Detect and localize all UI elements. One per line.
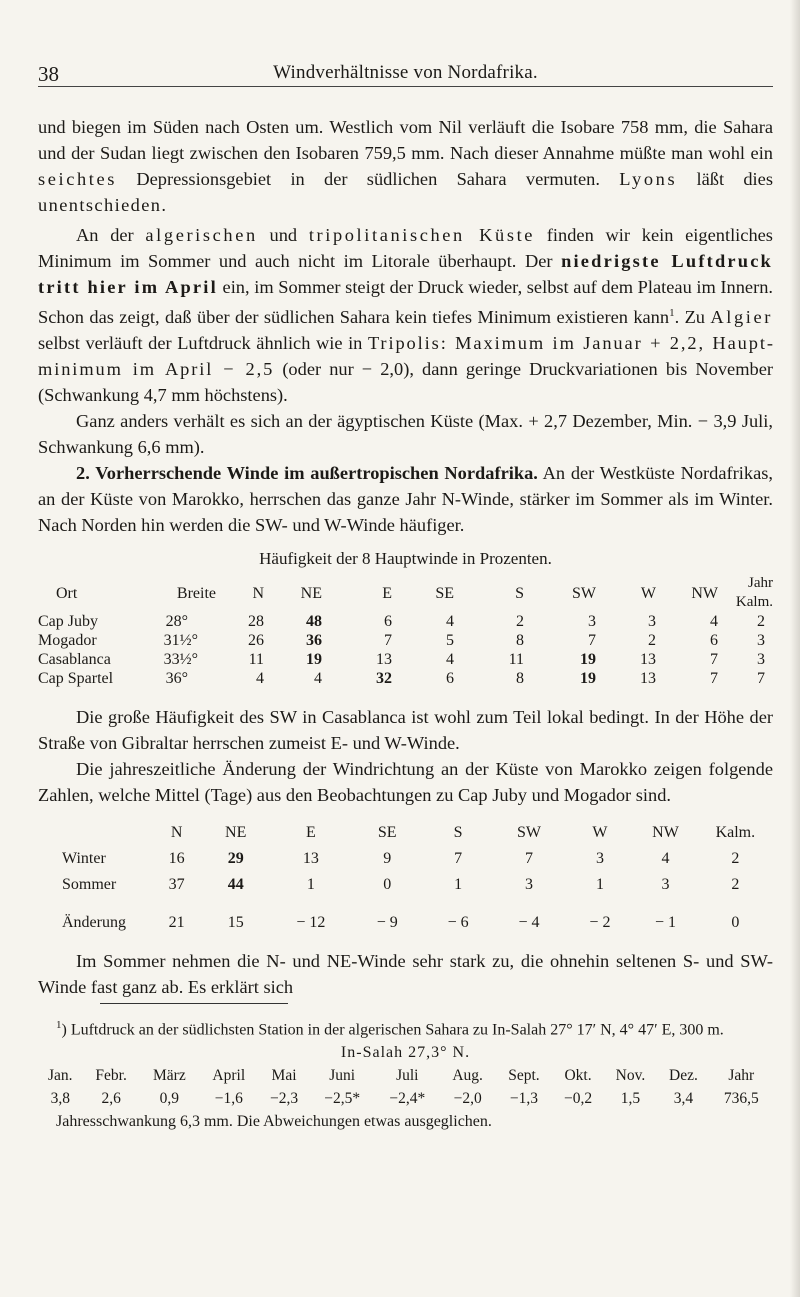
cell: 2: [648, 632, 656, 650]
cell: Juni: [329, 1067, 356, 1085]
cell: 13: [640, 670, 656, 688]
col-nw: NW: [652, 824, 679, 842]
p2-text-d: ein, im Sommer steigt der Druck wieder, selbst auf dem Plateau im Innern. Schon das zeigt, daß über der südlichen Sahara kein tiefes Minimum existieren kann: [38, 277, 773, 328]
cell: 2: [731, 876, 740, 894]
cell: Nov.: [615, 1067, 646, 1085]
cell: 33½°: [163, 651, 198, 669]
cell: 7: [710, 670, 718, 688]
cell: 1: [454, 876, 463, 894]
col-se: SE: [435, 584, 454, 602]
p2-text-f: selbst verläuft der Luftdruck ähnlich wie in: [38, 333, 363, 354]
cell: 19: [306, 651, 322, 669]
main-text: [38, 114, 773, 1000]
p1-text-b: Depressionsgebiet in der südlichen Sahara vermuten.: [136, 169, 600, 189]
paragraph-section-2: [38, 460, 773, 538]
col-kalm: Kalm.: [735, 594, 773, 611]
cell: 29: [227, 850, 244, 868]
months-row: [38, 1064, 773, 1087]
col-jahr-kalm: [718, 574, 773, 612]
col-n: N: [252, 584, 264, 602]
cell: 8: [516, 632, 524, 650]
col-jahr: Jahr: [748, 575, 773, 592]
cell: März: [153, 1067, 186, 1085]
cell: 28: [248, 613, 264, 631]
cell: 4: [446, 651, 454, 669]
cell: 3,4: [673, 1090, 694, 1108]
cell: 6: [710, 632, 718, 650]
cell: 4: [446, 613, 454, 631]
cell: 7: [384, 632, 392, 650]
col-kalm: Kalm.: [715, 824, 756, 842]
cell: 31½°: [163, 632, 198, 650]
cell: −0,2: [563, 1090, 593, 1108]
cell: 2: [731, 850, 740, 868]
cell: 37: [168, 876, 185, 894]
p2-spaced-1: algerischen: [145, 225, 258, 245]
cell: 2: [757, 613, 765, 631]
p1-spaced-1: seichtes: [38, 169, 118, 189]
cell: 1: [306, 876, 315, 894]
cell: 3,8: [50, 1090, 70, 1108]
footnote-body: ) Luftdruck an der südlichsten Station in der algerischen Sahara zu In-Salah 27° 17′ N, 4° 47′ E, 300 m.: [61, 1021, 724, 1039]
col-ne: NE: [225, 824, 247, 842]
cell: 8: [516, 670, 524, 688]
cell: [38, 820, 154, 846]
cell: 16: [168, 850, 185, 868]
cell: 44: [227, 876, 244, 894]
cell: Okt.: [564, 1067, 592, 1085]
row-label: Winter: [62, 850, 106, 868]
cell: 3: [525, 876, 534, 894]
cell: − 4: [518, 914, 540, 932]
cell: 7: [710, 651, 718, 669]
cell: Jan.: [48, 1067, 73, 1085]
col-sw: SW: [517, 824, 542, 842]
cell: April: [212, 1067, 246, 1085]
table-row: [38, 898, 773, 936]
footnote-station: In-Salah 27,3° N.: [340, 1044, 471, 1062]
cell: Cap Juby: [38, 613, 98, 631]
footnote-divider: [100, 1003, 288, 1004]
cell: 15: [227, 914, 244, 932]
cell: 4: [256, 670, 264, 688]
paragraph-3: Ganz anders verhält es sich an der ägyptischen Küste (Max. + 2,7 Dezember, Min. − 3,9 Juli, Schwankung 6,6 mm).: [38, 411, 773, 458]
table-row: [38, 612, 773, 631]
footnote: [38, 1014, 773, 1133]
row-label: Änderung: [62, 914, 126, 932]
cell: 9: [383, 850, 392, 868]
cell: 7: [525, 850, 534, 868]
cell: 32: [376, 670, 392, 688]
p2-spaced-2: tripolitanischen Küste: [308, 225, 536, 245]
cell: Mai: [271, 1067, 297, 1085]
wind-frequency-table: [38, 574, 773, 688]
cell: Febr.: [95, 1067, 127, 1085]
cell: 19: [580, 670, 596, 688]
cell: 1,5: [620, 1090, 641, 1108]
cell: − 12: [296, 914, 326, 932]
col-nw: NW: [691, 584, 718, 602]
cell: 736,5: [723, 1090, 759, 1108]
cell: 0,9: [159, 1090, 180, 1108]
cell: − 2: [589, 914, 611, 932]
section-heading-2: 2. Vorherrschende Winde im außertropischen Nordafrika.: [76, 463, 538, 484]
cell: −2,5*: [324, 1090, 361, 1108]
table-row: [38, 650, 773, 669]
cell: Mogador: [38, 632, 97, 650]
cell: 6: [384, 613, 392, 631]
p2-spaced-5: Tripolis: Maximum im Januar + 2,2, Hauptminimum im April − 2,5: [38, 333, 773, 380]
cell: −2,0: [453, 1090, 482, 1108]
row-label: Sommer: [62, 876, 117, 894]
cell: 3: [757, 632, 765, 650]
cell: 13: [376, 651, 392, 669]
table-1-header: [38, 574, 773, 612]
col-s: S: [515, 584, 524, 602]
cell: 11: [508, 651, 524, 669]
p1-spaced-3: unentschieden.: [38, 195, 168, 215]
cell: Juli: [396, 1067, 419, 1085]
col-e: E: [382, 584, 392, 602]
page-edge-shadow: [790, 0, 800, 1297]
cell: 0: [383, 876, 392, 894]
paragraph-2: [38, 222, 773, 408]
cell: 1: [595, 876, 604, 894]
cell: Aug.: [452, 1067, 483, 1085]
in-salah-table: [38, 1064, 773, 1110]
col-w: W: [640, 584, 656, 602]
footnote-ref[interactable]: 1: [669, 307, 675, 319]
p2-text-c: finden wir kein eigentliches Minimum im Sommer und auch nicht im Litorale überhaupt. Der: [38, 225, 773, 271]
values-row: [38, 1087, 773, 1110]
p1-text-c: läßt dies: [696, 169, 773, 189]
cell: −1,6: [214, 1090, 243, 1108]
paragraph-4: Die große Häufigkeit des SW in Casablanca ist wohl zum Teil lokal bedingt. In der Höhe der Straße von Gibraltar herrschen zumeist E- und W-Winde.: [38, 707, 773, 754]
cell: 13: [640, 651, 656, 669]
paragraph-6: Im Sommer nehmen die N- und NE-Winde sehr stark zu, die ohnehin seltenen S- und SW-Winde fast ganz ab. Es erklärt sich: [38, 951, 773, 998]
page-number: 38: [38, 62, 59, 86]
cell: 26: [248, 632, 264, 650]
cell: −2,3: [269, 1090, 299, 1108]
col-n: N: [170, 824, 183, 842]
paragraph-1: [38, 114, 773, 218]
cell: Sept.: [508, 1067, 540, 1085]
footnote-mark: 1: [56, 1019, 62, 1031]
table-2-header: [38, 820, 773, 846]
p1-spaced-2: Lyons: [619, 169, 678, 189]
cell: 48: [306, 613, 322, 631]
table-row: [38, 669, 773, 688]
running-title: Windverhältnisse von Nordafrika.: [273, 62, 538, 83]
cell: Cap Spartel: [38, 670, 114, 688]
cell: 36: [306, 632, 322, 650]
section-2-text: An der Westküste Nordafrikas, an der Küste von Marokko, herrschen das ganze Jahr N-Winde, stärker im Sommer als im Winter. Nach Norden hin werden die SW- und W-Winde häufiger.: [38, 463, 773, 536]
cell: 7: [454, 850, 463, 868]
p2-text-e: . Zu: [674, 307, 705, 328]
cell: 3: [595, 850, 604, 868]
footnote-text: [38, 1014, 773, 1041]
page-header: [38, 62, 773, 87]
seasonal-change-table: [38, 820, 773, 936]
table-1-caption: Häufigkeit der 8 Hauptwinde in Prozenten.: [259, 549, 552, 569]
paragraph-5: Die jahreszeitliche Änderung der Windrichtung an der Küste von Marokko zeigen folgende Zahlen, welche Mittel (Tage) aus den Beobachtungen zu Cap Juby und Mogador sind.: [38, 759, 773, 806]
footnote-note: Jahresschwankung 6,3 mm. Die Abweichungen etwas ausgeglichen.: [56, 1113, 492, 1131]
cell: 4: [314, 670, 322, 688]
cell: 6: [446, 670, 454, 688]
table-row: [38, 631, 773, 650]
cell: 2,6: [101, 1090, 121, 1108]
col-se: SE: [377, 824, 397, 842]
col-ne: NE: [300, 584, 322, 602]
cell: 4: [661, 850, 670, 868]
cell: − 6: [447, 914, 469, 932]
cell: 11: [248, 651, 264, 669]
p1-text: und biegen im Süden nach Osten um. Westlich vom Nil verläuft die Isobare 758 mm, die Sahara und der Sudan liegt zwischen den Isobaren 759,5 mm. Nach dieser Annahme müßte man wohl ein: [38, 117, 773, 163]
cell: 13: [302, 850, 319, 868]
cell: −2,4*: [389, 1090, 426, 1108]
p2-text-g: (oder nur − 2,0), dann geringe Druckvariationen bis November (Schwankung 4,7 mm höchstens).: [38, 359, 773, 406]
p2-spaced-4: Algier: [710, 307, 773, 328]
cell: 36°: [165, 670, 188, 688]
cell: 19: [580, 651, 596, 669]
cell: Jahr: [728, 1067, 755, 1085]
cell: 3: [661, 876, 670, 894]
cell: 28°: [165, 613, 188, 631]
p2-spaced-3: niedrigste Luftdruck tritt hier im April: [38, 251, 773, 297]
cell: Dez.: [669, 1067, 698, 1085]
cell: 3: [588, 613, 596, 631]
cell: 2: [516, 613, 524, 631]
col-ort: Ort: [56, 584, 78, 602]
cell: 3: [648, 613, 656, 631]
cell: 7: [588, 632, 596, 650]
table-row: [38, 872, 773, 898]
cell: 3: [757, 651, 765, 669]
col-w: W: [592, 824, 608, 842]
cell: 5: [446, 632, 454, 650]
cell: 7: [757, 670, 765, 688]
col-breite: Breite: [176, 584, 216, 602]
cell: − 1: [654, 914, 676, 932]
cell: 0: [731, 914, 740, 932]
p2-text-a: An der: [76, 225, 134, 245]
col-sw: SW: [572, 584, 596, 602]
p2-text-b: und: [269, 225, 298, 245]
cell: 4: [710, 613, 718, 631]
cell: −1,3: [509, 1090, 539, 1108]
col-s: S: [453, 824, 463, 842]
cell: − 9: [376, 914, 398, 932]
table-row: [38, 846, 773, 872]
cell: 21: [168, 914, 185, 932]
cell: Casablanca: [38, 651, 111, 669]
col-e: E: [306, 824, 316, 842]
